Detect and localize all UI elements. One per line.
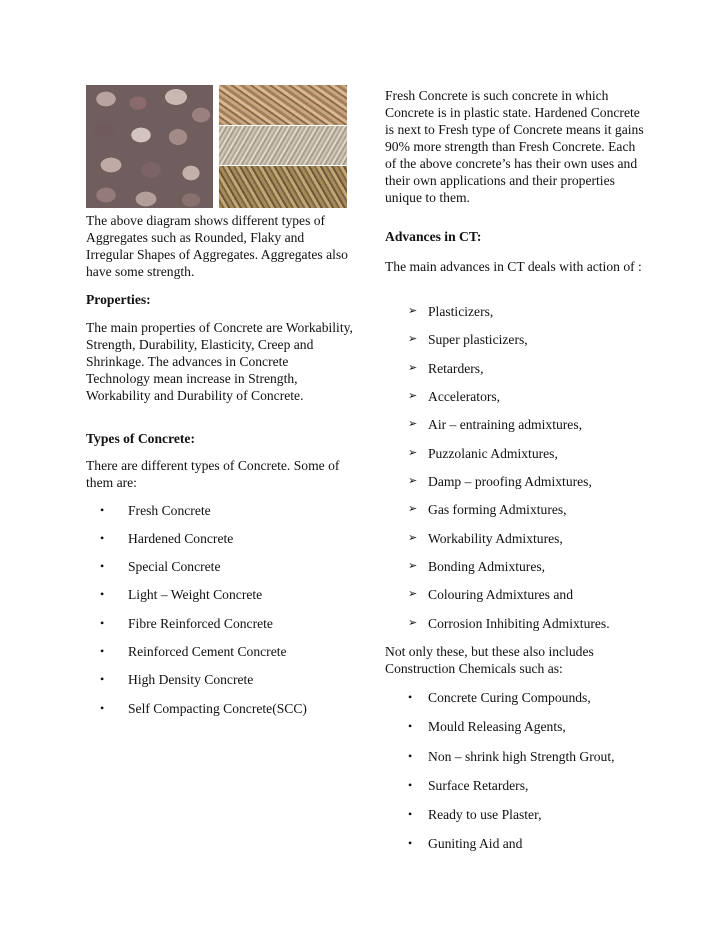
properties-text: The main properties of Concrete are Workability, Strength, Durability, Elasticity, Creep and Shrinkage. The advances in Concrete Technology mean increase in Strength, Workability and Durability of Concrete. xyxy=(86,320,353,403)
arrow-bullet-icon: ➢ xyxy=(408,503,418,515)
bullet-icon: • xyxy=(408,836,413,850)
bullet-icon: • xyxy=(408,690,413,704)
arrow-bullet-icon: ➢ xyxy=(408,475,418,487)
bullet-icon: • xyxy=(408,778,413,792)
arrow-bullet-icon: ➢ xyxy=(408,617,418,629)
arrow-bullet-icon: ➢ xyxy=(408,447,418,459)
bullet-icon: • xyxy=(408,749,413,763)
arrow-bullet-icon: ➢ xyxy=(408,418,418,430)
fresh-concrete-text: Fresh Concrete is such concrete in which Concrete is in plastic state. Hardened Concrete is next to Fresh type of Concrete means it gains 90% more strength than Fresh Concrete. Each of the above concrete’s has their own uses and their own applications and their properties unique to them. xyxy=(385,88,644,205)
flaky-aggregate-image xyxy=(219,85,347,125)
types-intro: There are different types of Concrete. Some of them are: xyxy=(86,458,340,490)
chemicals-intro: Not only these, but these also includes Construction Chemicals such as: xyxy=(385,644,594,676)
arrow-bullet-icon: ➢ xyxy=(408,333,418,345)
types-heading: Types of Concrete: xyxy=(86,431,195,446)
properties-heading: Properties: xyxy=(86,292,151,307)
fine-aggregate-image xyxy=(219,126,347,165)
bullet-icon: • xyxy=(100,503,105,517)
arrow-bullet-icon: ➢ xyxy=(408,305,418,317)
bullet-icon: • xyxy=(100,701,105,715)
arrow-bullet-icon: ➢ xyxy=(408,560,418,572)
arrow-bullet-icon: ➢ xyxy=(408,588,418,600)
bullet-icon: • xyxy=(408,719,413,733)
bullet-icon: • xyxy=(100,587,105,601)
arrow-bullet-icon: ➢ xyxy=(408,362,418,374)
bullet-icon: • xyxy=(408,807,413,821)
arrow-bullet-icon: ➢ xyxy=(408,390,418,402)
aggregates-description: The above diagram shows different types of Aggregates such as Rounded, Flaky and Irregular Shapes of Aggregates. Aggregates also have some strength. xyxy=(86,213,348,279)
bullet-icon: • xyxy=(100,616,105,630)
advances-heading: Advances in CT: xyxy=(385,229,482,244)
bullet-icon: • xyxy=(100,644,105,658)
advances-intro: The main advances in CT deals with action of : xyxy=(385,259,642,274)
arrow-bullet-icon: ➢ xyxy=(408,532,418,544)
rounded-aggregate-image xyxy=(86,85,213,208)
bullet-icon: • xyxy=(100,531,105,545)
irregular-aggregate-image xyxy=(219,166,347,208)
bullet-icon: • xyxy=(100,559,105,573)
bullet-icon: • xyxy=(100,672,105,686)
